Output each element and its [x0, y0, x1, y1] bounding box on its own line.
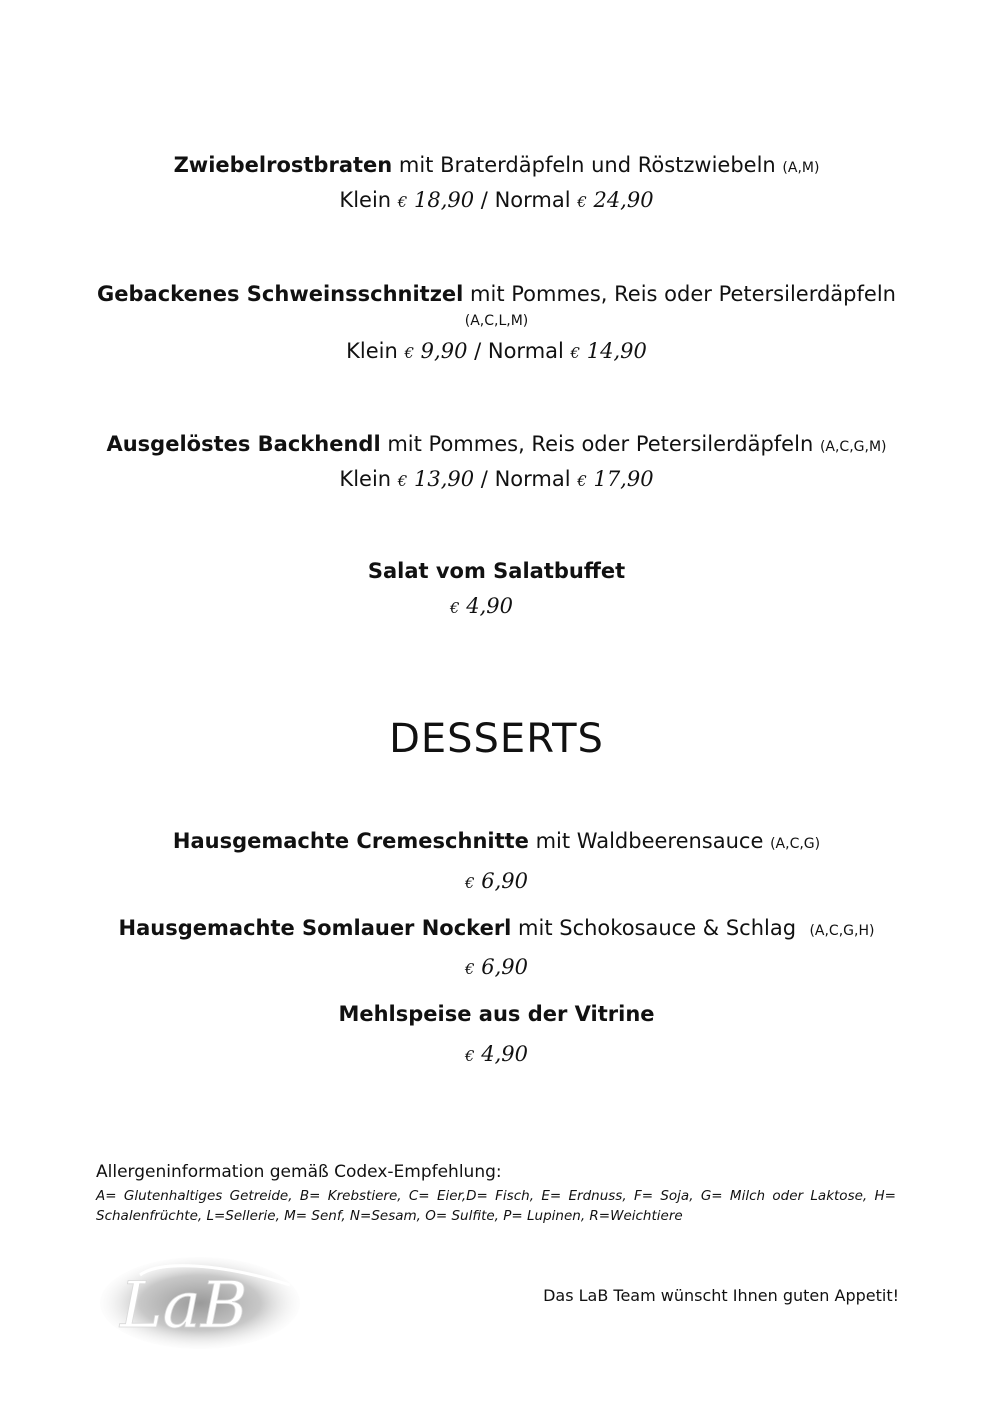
size-label-normal: Normal	[494, 188, 578, 212]
dish-name: Ausgelöstes Backhendl	[106, 432, 381, 456]
price-separator: /	[474, 188, 495, 212]
price-small: 9,90	[414, 339, 468, 363]
price: 4,90	[474, 1042, 528, 1066]
dish-description: mit Pommes, Reis oder Petersilerdäpfeln	[463, 282, 896, 306]
dish-description: mit Pommes, Reis oder Petersilerdäpfeln	[380, 432, 820, 456]
price-small: 13,90	[407, 467, 475, 491]
svg-text:LaB: LaB	[120, 1269, 248, 1343]
price-line	[0, 339, 993, 363]
currency-symbol: €	[570, 344, 581, 362]
price-line	[0, 467, 993, 491]
allergen-codes: (A,C,G,M)	[819, 439, 887, 455]
allergen-codes: (A,C,L,M)	[464, 313, 529, 329]
price-separator: /	[467, 339, 488, 363]
price-separator: /	[474, 467, 495, 491]
dish-salat: Salat vom Salatbuffet	[367, 559, 626, 583]
dish-name: Hausgemachte Somlauer Nockerl	[118, 916, 512, 940]
currency-symbol: €	[577, 193, 587, 211]
price: 6,90	[474, 955, 528, 979]
price-normal: 17,90	[586, 467, 654, 491]
dish-description: mit Waldbeerensauce	[528, 829, 771, 853]
price: 4,90	[459, 594, 513, 618]
currency-symbol: €	[397, 472, 408, 490]
dessert-somlauer-nockerl	[0, 916, 993, 940]
footer-message: Das LaB Team wünscht Ihnen guten Appetit!	[543, 1286, 899, 1305]
dish-backhendl	[0, 432, 993, 456]
section-heading-desserts: DESSERTS	[389, 716, 604, 762]
allergen-codes: (A,C,G)	[770, 836, 821, 852]
size-label-small: Klein	[346, 339, 405, 363]
dessert-cremeschnitte	[0, 829, 993, 853]
size-label-normal: Normal	[494, 467, 578, 491]
price-line	[0, 188, 993, 212]
currency-symbol: €	[465, 960, 475, 978]
allergen-info-title: Allergeninformation gemäß Codex-Empfehlung:	[96, 1162, 502, 1182]
currency-symbol: €	[404, 344, 414, 362]
currency-symbol: €	[577, 472, 587, 490]
price-normal: 14,90	[580, 339, 647, 363]
dessert-mehlspeise: Mehlspeise aus der Vitrine	[338, 1002, 655, 1026]
allergen-codes: (A,M)	[782, 160, 820, 176]
lab-logo	[100, 1255, 310, 1355]
dish-description: mit Braterdäpfeln und Röstzwiebeln	[392, 153, 783, 177]
price-line	[0, 1042, 993, 1066]
price-line	[0, 955, 993, 979]
size-label-small: Klein	[339, 467, 398, 491]
allergen-codes: (A,C,G,H)	[809, 923, 875, 939]
dish-schweinsschnitzel	[0, 282, 993, 306]
currency-symbol: €	[397, 193, 408, 211]
price-small: 18,90	[407, 188, 475, 212]
price-line	[0, 869, 993, 893]
size-label-normal: Normal	[487, 339, 571, 363]
dish-description: mit Schokosauce & Schlag	[511, 916, 810, 940]
price-line	[0, 594, 993, 618]
currency-symbol: €	[465, 874, 475, 892]
dish-name: Zwiebelrostbraten	[173, 153, 393, 177]
currency-symbol: €	[465, 1047, 475, 1065]
allergen-info-text: A= Glutenhaltiges Getreide, B= Krebstiere, C= Eier,D= Fisch, E= Erdnuss, F= Soja, G= Milch oder Laktose, H= Schalenfrüchte, L=Sellerie, M= Senf, N=Sesam, O= Sulfite, P= Lupinen, R=Weichtiere	[96, 1188, 896, 1224]
dish-name: Hausgemachte Cremeschnitte	[172, 829, 529, 853]
currency-symbol: €	[450, 599, 460, 617]
dish-zwiebelrostbraten	[0, 153, 993, 177]
price-normal: 24,90	[586, 188, 654, 212]
dish-name: Gebackenes Schweinsschnitzel	[97, 282, 464, 306]
size-label-small: Klein	[339, 188, 398, 212]
price: 6,90	[474, 869, 528, 893]
